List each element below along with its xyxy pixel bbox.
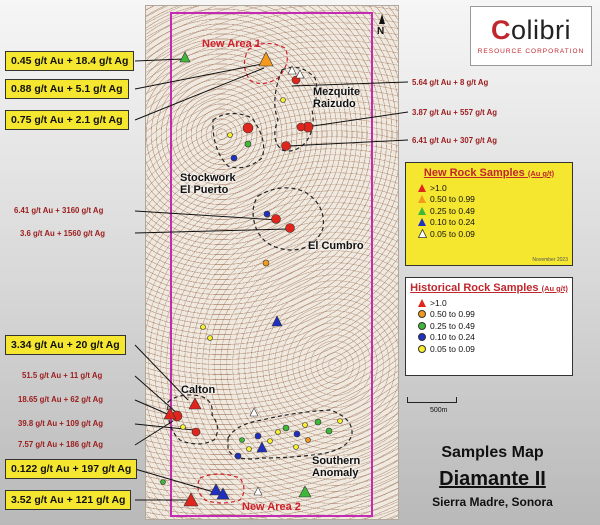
callout-assay: 3.34 g/t Au + 20 g/t Ag <box>5 335 126 355</box>
legend-row: 0.10 to 0.24 <box>406 217 572 229</box>
callout-assay: 0.75 g/t Au + 2.1 g/t Ag <box>5 110 129 130</box>
red-triangle-icon <box>418 184 426 192</box>
assay-label: 7.57 g/t Au + 186 g/t Ag <box>18 440 103 449</box>
zone-southern-anomaly <box>228 410 352 459</box>
legend-row: >1.0 <box>406 297 572 309</box>
yellow-dot-icon <box>418 345 426 353</box>
new-samples <box>164 52 311 506</box>
assay-label: 18.65 g/t Au + 62 g/t Ag <box>18 395 103 404</box>
legend-new-rock-samples <box>405 162 573 266</box>
project-name: Diamante II <box>439 468 546 490</box>
legend-date: November 2023 <box>532 257 568 263</box>
map-title: Samples Map <box>441 444 544 461</box>
legend-row: 0.25 to 0.49 <box>406 320 572 332</box>
orange-dot-icon <box>418 310 426 318</box>
legend-new-title: New Rock Samples (Au g/t) <box>423 167 555 179</box>
assay-label: 3.87 g/t Au + 557 g/t Ag <box>412 108 497 117</box>
label-mezquite-raizudo: Mezquite Raizudo <box>313 86 361 110</box>
legend-historical-rock-samples <box>405 277 573 376</box>
assay-label: 5.64 g/t Au + 8 g/t Ag <box>412 78 489 87</box>
blue-dot-icon <box>418 333 426 341</box>
legend-row: >1.0 <box>406 182 572 194</box>
scale-label: 500m <box>430 407 448 414</box>
assay-label: 3.6 g/t Au + 1560 g/t Ag <box>20 229 105 238</box>
legend-row: 0.25 to 0.49 <box>406 205 572 217</box>
leader-lines <box>135 59 408 500</box>
callout-assay: 0.88 g/t Au + 5.1 g/t Ag <box>5 79 129 99</box>
logo-wordmark <box>471 15 591 46</box>
company-logo <box>470 6 592 66</box>
label-stockwork-el-puerto: Stockwork El Puerto <box>180 172 236 196</box>
assay-label: 6.41 g/t Au + 307 g/t Ag <box>412 136 497 145</box>
label-new-area-2: New Area 2 <box>242 501 301 513</box>
assay-label: 6.41 g/t Au + 3160 g/t Ag <box>14 206 104 215</box>
historical-samples <box>161 76 343 485</box>
legend-row: 0.10 to 0.24 <box>406 332 572 344</box>
legend-row: 0.50 to 0.99 <box>406 309 572 321</box>
legend-row: 0.50 to 0.99 <box>406 194 572 206</box>
logo-name-rest: olibri <box>510 15 572 45</box>
callout-assay: 0.45 g/t Au + 18.4 g/t Ag <box>5 51 134 71</box>
green-triangle-icon <box>418 207 426 215</box>
project-location: Sierra Madre, Sonora <box>432 495 553 509</box>
assay-label: 51.5 g/t Au + 11 g/t Ag <box>22 371 103 380</box>
logo-subtitle: RESOURCE CORPORATION <box>477 48 585 55</box>
legend-row: 0.05 to 0.09 <box>406 343 572 355</box>
label-southern-anomaly: Southern Anomaly <box>312 455 361 479</box>
blue-triangle-icon <box>418 218 426 226</box>
north-arrow-icon <box>379 14 385 24</box>
white-triangle-icon <box>418 229 427 238</box>
north-label: N <box>377 26 385 37</box>
label-new-area-1: New Area 1 <box>202 38 261 50</box>
callout-assay: 3.52 g/t Au + 121 g/t Ag <box>5 490 131 510</box>
green-dot-icon <box>418 322 426 330</box>
assay-label: 39.8 g/t Au + 109 g/t Ag <box>18 419 103 428</box>
orange-triangle-icon <box>418 195 426 203</box>
scale-bar <box>407 397 457 403</box>
red-triangle-icon <box>418 299 426 307</box>
zone-el-puerto <box>213 113 264 167</box>
label-calton: Calton <box>181 384 216 396</box>
legend-hist-title: Historical Rock Samples (Au g/t) <box>410 282 568 294</box>
label-el-cumbro: El Cumbro <box>308 240 364 252</box>
logo-first-letter: C <box>490 15 511 45</box>
callout-assay: 0.122 g/t Au + 197 g/t Ag <box>5 459 137 479</box>
legend-row: 0.05 to 0.09 <box>406 228 572 240</box>
